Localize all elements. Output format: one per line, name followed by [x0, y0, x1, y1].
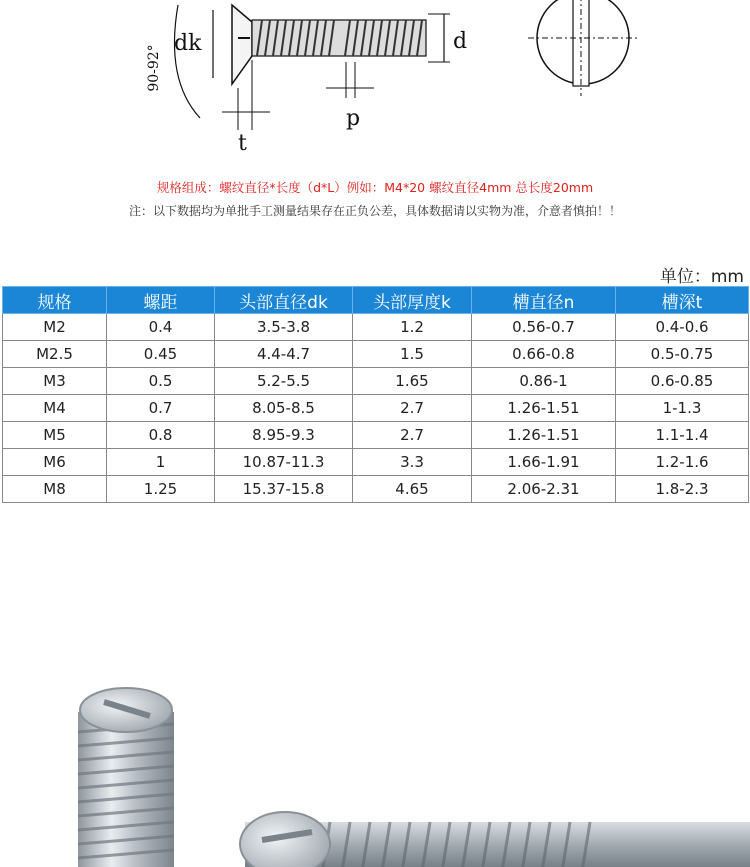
table-cell: M2.5	[3, 341, 107, 368]
header-spec: 规格	[3, 287, 107, 314]
table-cell: 8.05-8.5	[215, 395, 353, 422]
table-cell: 0.86-1	[472, 368, 616, 395]
table-cell: 3.3	[353, 449, 472, 476]
d-label: d	[453, 29, 468, 54]
angle-arc	[174, 5, 200, 118]
table-cell: 1.26-1.51	[472, 422, 616, 449]
dk-label: dk	[174, 31, 202, 56]
table-cell: 5.2-5.5	[215, 368, 353, 395]
table-cell: 0.4	[107, 314, 215, 341]
table-row	[3, 314, 749, 341]
table-cell: 1.2-1.6	[616, 449, 749, 476]
angle-label: 90-92°	[146, 44, 162, 92]
table-cell: 1.65	[353, 368, 472, 395]
table-cell: 0.8	[107, 422, 215, 449]
table-cell: 2.06-2.31	[472, 476, 616, 503]
unit-label: 单位：mm	[659, 267, 744, 287]
table-row	[3, 368, 749, 395]
table-cell: 0.45	[107, 341, 215, 368]
table-row	[3, 476, 749, 503]
spec-table	[2, 286, 749, 503]
p-label: p	[346, 106, 361, 131]
table-row	[3, 395, 749, 422]
measurement-note: 注：以下数据均为单批手工测量结果存在正负公差，具体数据请以实物为准，介意者慎拍！！	[128, 204, 621, 218]
table-cell: 0.66-0.8	[472, 341, 616, 368]
screw-product-photo	[0, 672, 750, 867]
table-cell: 1-1.3	[616, 395, 749, 422]
table-cell: 15.37-15.8	[215, 476, 353, 503]
table-cell: 2.7	[353, 422, 472, 449]
header-slot-diameter: 槽直径n	[472, 287, 616, 314]
table-cell: 3.5-3.8	[215, 314, 353, 341]
header-head-thickness: 头部厚度k	[353, 287, 472, 314]
table-cell: 8.95-9.3	[215, 422, 353, 449]
table-cell: 1.66-1.91	[472, 449, 616, 476]
table-row	[3, 449, 749, 476]
table-cell: 1.2	[353, 314, 472, 341]
t-label: t	[238, 131, 247, 156]
table-cell: 1.8-2.3	[616, 476, 749, 503]
table-cell: 0.4-0.6	[616, 314, 749, 341]
table-cell: 1	[107, 449, 215, 476]
table-cell: M6	[3, 449, 107, 476]
screw-head	[232, 5, 252, 84]
table-header-row	[3, 287, 749, 314]
table-cell: M8	[3, 476, 107, 503]
table-cell: M3	[3, 368, 107, 395]
table-cell: 1.25	[107, 476, 215, 503]
table-cell: M4	[3, 395, 107, 422]
table-cell: 1.26-1.51	[472, 395, 616, 422]
table-cell: 0.7	[107, 395, 215, 422]
table-row	[3, 341, 749, 368]
table-cell: 4.4-4.7	[215, 341, 353, 368]
table-cell: 0.6-0.85	[616, 368, 749, 395]
table-cell: 0.5	[107, 368, 215, 395]
header-pitch: 螺距	[107, 287, 215, 314]
table-cell: 4.65	[353, 476, 472, 503]
spec-format-line: 规格组成：螺纹直径*长度（d*L）例如：M4*20 螺纹直径4mm 总长度20mm	[156, 180, 594, 195]
table-cell: 10.87-11.3	[215, 449, 353, 476]
table-cell: M5	[3, 422, 107, 449]
table-cell: 0.56-0.7	[472, 314, 616, 341]
screw-technical-drawing	[0, 0, 750, 165]
table-cell: 2.7	[353, 395, 472, 422]
table-cell: 1.1-1.4	[616, 422, 749, 449]
table-cell: 1.5	[353, 341, 472, 368]
table-cell: M2	[3, 314, 107, 341]
table-row	[3, 422, 749, 449]
header-head-diameter: 头部直径dk	[215, 287, 353, 314]
header-slot-depth: 槽深t	[616, 287, 749, 314]
table-cell: 0.5-0.75	[616, 341, 749, 368]
